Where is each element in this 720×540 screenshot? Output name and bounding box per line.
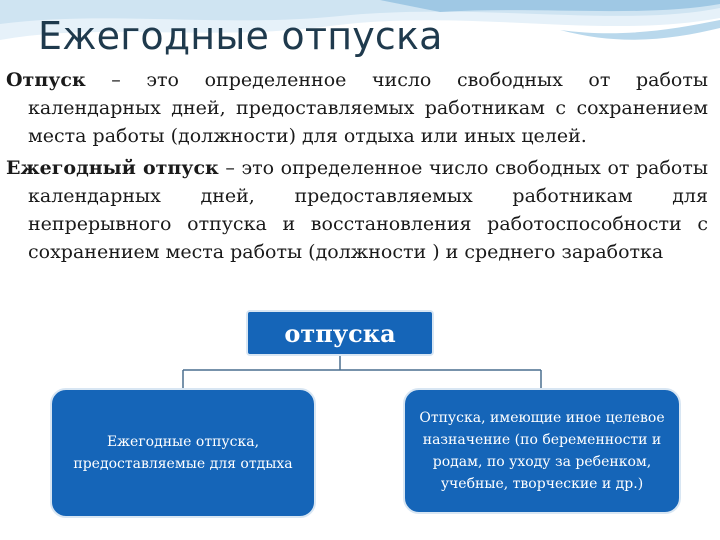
page-title: Ежегодные отпуска (38, 14, 443, 58)
definition-vacation (6, 66, 708, 150)
definition-annual-vacation (6, 154, 708, 266)
diagram-node-special-leave: Отпуска, имеющие иное целевое назначение (по беременности и родам, по уходу за ребенком, учебные, творческие и др.) (403, 388, 681, 514)
definition-term: Ежегодный отпуск (6, 157, 219, 179)
definitions-block (6, 66, 708, 270)
definition-term: Отпуск (6, 69, 86, 91)
diagram-node-annual-leave: Ежегодные отпуска, предоставляемые для отдыха (50, 388, 316, 518)
diagram-root-node: отпуска (246, 310, 434, 356)
definition-text: – это определенное число свободных от работы календарных дней, предоставляемых работникам с сохранением места работы (должности) для отдыха или иных целей. (28, 69, 708, 147)
definition-text: – это определенное число свободных от работы календарных дней, предоставляемых работникам для непрерывного отпуска и восстановления работоспособности с сохранением места работы (должности ) и среднего заработка (28, 157, 709, 263)
